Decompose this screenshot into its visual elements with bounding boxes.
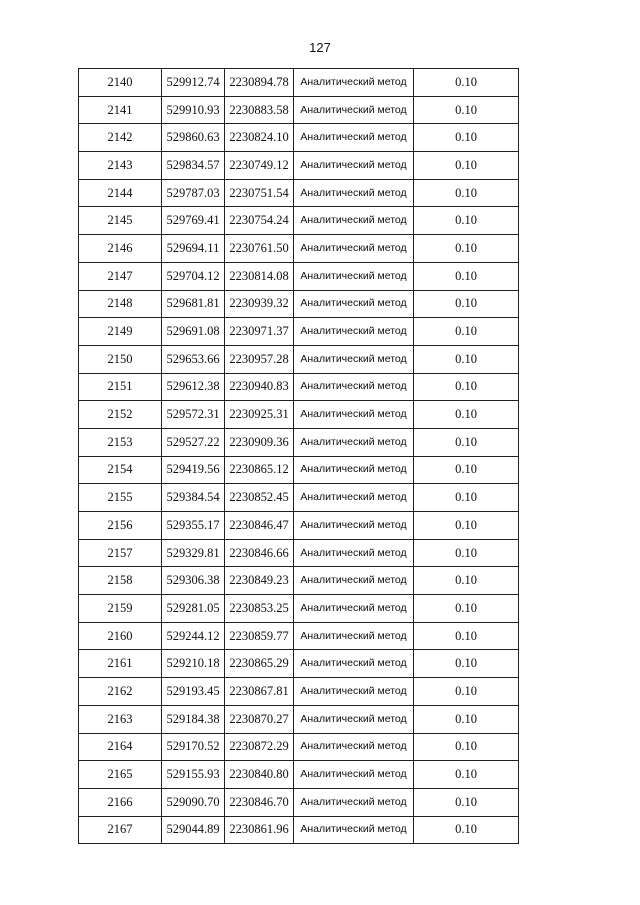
y-coordinate-cell: 2230846.47 [225, 512, 294, 540]
y-coordinate-cell: 2230867.81 [225, 678, 294, 706]
accuracy-cell: 0.10 [414, 650, 519, 678]
point-number-cell: 2154 [79, 456, 162, 484]
method-cell [294, 512, 414, 540]
y-coordinate-cell: 2230840.80 [225, 761, 294, 789]
y-coordinate-cell: 2230883.58 [225, 96, 294, 124]
method-text: Аналитический метод [300, 546, 407, 559]
point-number-cell: 2146 [79, 235, 162, 263]
method-cell [294, 69, 414, 97]
point-number-cell: 2166 [79, 788, 162, 816]
method-cell [294, 318, 414, 346]
table-row [79, 788, 519, 816]
x-coordinate-cell: 529704.12 [162, 262, 225, 290]
method-text: Аналитический метод [300, 684, 407, 697]
accuracy-cell: 0.10 [414, 152, 519, 180]
method-text: Аналитический метод [300, 463, 407, 476]
table-row [79, 761, 519, 789]
y-coordinate-cell: 2230909.36 [225, 428, 294, 456]
method-text: Аналитический метод [300, 214, 407, 227]
accuracy-cell: 0.10 [414, 262, 519, 290]
point-number-cell: 2141 [79, 96, 162, 124]
y-coordinate-cell: 2230846.66 [225, 539, 294, 567]
x-coordinate-cell: 529193.45 [162, 678, 225, 706]
accuracy-cell: 0.10 [414, 96, 519, 124]
coordinates-table [78, 68, 519, 844]
table-row [79, 567, 519, 595]
accuracy-cell: 0.10 [414, 705, 519, 733]
method-text: Аналитический метод [300, 574, 407, 587]
table-row [79, 345, 519, 373]
method-text: Аналитический метод [300, 629, 407, 642]
method-cell [294, 428, 414, 456]
table-row [79, 207, 519, 235]
method-cell [294, 705, 414, 733]
method-text: Аналитический метод [300, 823, 407, 836]
table-row [79, 595, 519, 623]
accuracy-cell: 0.10 [414, 179, 519, 207]
method-cell [294, 262, 414, 290]
point-number-cell: 2152 [79, 401, 162, 429]
method-text: Аналитический метод [300, 158, 407, 171]
y-coordinate-cell: 2230925.31 [225, 401, 294, 429]
method-text: Аналитический метод [300, 352, 407, 365]
y-coordinate-cell: 2230865.29 [225, 650, 294, 678]
method-cell [294, 733, 414, 761]
point-number-cell: 2150 [79, 345, 162, 373]
x-coordinate-cell: 529306.38 [162, 567, 225, 595]
point-number-cell: 2159 [79, 595, 162, 623]
coordinates-table-body [79, 69, 519, 844]
method-cell [294, 539, 414, 567]
point-number-cell: 2145 [79, 207, 162, 235]
y-coordinate-cell: 2230852.45 [225, 484, 294, 512]
point-number-cell: 2158 [79, 567, 162, 595]
y-coordinate-cell: 2230824.10 [225, 124, 294, 152]
table-row [79, 373, 519, 401]
accuracy-cell: 0.10 [414, 622, 519, 650]
y-coordinate-cell: 2230761.50 [225, 235, 294, 263]
point-number-cell: 2140 [79, 69, 162, 97]
y-coordinate-cell: 2230957.28 [225, 345, 294, 373]
accuracy-cell: 0.10 [414, 567, 519, 595]
x-coordinate-cell: 529769.41 [162, 207, 225, 235]
x-coordinate-cell: 529527.22 [162, 428, 225, 456]
y-coordinate-cell: 2230754.24 [225, 207, 294, 235]
method-cell [294, 788, 414, 816]
method-cell [294, 567, 414, 595]
method-cell [294, 96, 414, 124]
method-text: Аналитический метод [300, 325, 407, 338]
table-row [79, 428, 519, 456]
method-cell [294, 678, 414, 706]
point-number-cell: 2156 [79, 512, 162, 540]
x-coordinate-cell: 529691.08 [162, 318, 225, 346]
accuracy-cell: 0.10 [414, 124, 519, 152]
method-text: Аналитический метод [300, 601, 407, 614]
accuracy-cell: 0.10 [414, 373, 519, 401]
accuracy-cell: 0.10 [414, 401, 519, 429]
method-cell [294, 345, 414, 373]
x-coordinate-cell: 529910.93 [162, 96, 225, 124]
accuracy-cell: 0.10 [414, 512, 519, 540]
accuracy-cell: 0.10 [414, 678, 519, 706]
table-row [79, 96, 519, 124]
point-number-cell: 2151 [79, 373, 162, 401]
y-coordinate-cell: 2230846.70 [225, 788, 294, 816]
point-number-cell: 2144 [79, 179, 162, 207]
x-coordinate-cell: 529860.63 [162, 124, 225, 152]
point-number-cell: 2160 [79, 622, 162, 650]
y-coordinate-cell: 2230940.83 [225, 373, 294, 401]
accuracy-cell: 0.10 [414, 761, 519, 789]
method-text: Аналитический метод [300, 269, 407, 282]
accuracy-cell: 0.10 [414, 235, 519, 263]
y-coordinate-cell: 2230859.77 [225, 622, 294, 650]
accuracy-cell: 0.10 [414, 345, 519, 373]
method-text: Аналитический метод [300, 75, 407, 88]
method-cell [294, 235, 414, 263]
x-coordinate-cell: 529355.17 [162, 512, 225, 540]
x-coordinate-cell: 529210.18 [162, 650, 225, 678]
method-text: Аналитический метод [300, 657, 407, 670]
accuracy-cell: 0.10 [414, 733, 519, 761]
table-row [79, 69, 519, 97]
y-coordinate-cell: 2230865.12 [225, 456, 294, 484]
method-cell [294, 816, 414, 844]
point-number-cell: 2162 [79, 678, 162, 706]
table-row [79, 456, 519, 484]
x-coordinate-cell: 529384.54 [162, 484, 225, 512]
accuracy-cell: 0.10 [414, 207, 519, 235]
table-row [79, 124, 519, 152]
x-coordinate-cell: 529329.81 [162, 539, 225, 567]
method-cell [294, 456, 414, 484]
table-row [79, 318, 519, 346]
x-coordinate-cell: 529184.38 [162, 705, 225, 733]
x-coordinate-cell: 529694.11 [162, 235, 225, 263]
x-coordinate-cell: 529612.38 [162, 373, 225, 401]
table-row [79, 401, 519, 429]
method-text: Аналитический метод [300, 518, 407, 531]
accuracy-cell: 0.10 [414, 816, 519, 844]
x-coordinate-cell: 529653.66 [162, 345, 225, 373]
x-coordinate-cell: 529787.03 [162, 179, 225, 207]
x-coordinate-cell: 529244.12 [162, 622, 225, 650]
accuracy-cell: 0.10 [414, 595, 519, 623]
accuracy-cell: 0.10 [414, 69, 519, 97]
x-coordinate-cell: 529572.31 [162, 401, 225, 429]
point-number-cell: 2167 [79, 816, 162, 844]
point-number-cell: 2165 [79, 761, 162, 789]
method-text: Аналитический метод [300, 408, 407, 421]
method-cell [294, 622, 414, 650]
method-text: Аналитический метод [300, 740, 407, 753]
method-text: Аналитический метод [300, 768, 407, 781]
point-number-cell: 2147 [79, 262, 162, 290]
point-number-cell: 2164 [79, 733, 162, 761]
point-number-cell: 2155 [79, 484, 162, 512]
method-cell [294, 290, 414, 318]
point-number-cell: 2163 [79, 705, 162, 733]
point-number-cell: 2143 [79, 152, 162, 180]
method-cell [294, 401, 414, 429]
y-coordinate-cell: 2230939.32 [225, 290, 294, 318]
method-text: Аналитический метод [300, 241, 407, 254]
method-text: Аналитический метод [300, 103, 407, 116]
y-coordinate-cell: 2230849.23 [225, 567, 294, 595]
table-row [79, 733, 519, 761]
page-number: 127 [309, 40, 331, 55]
method-text: Аналитический метод [300, 435, 407, 448]
method-cell [294, 152, 414, 180]
table-row [79, 512, 519, 540]
method-text: Аналитический метод [300, 712, 407, 725]
method-cell [294, 761, 414, 789]
table-row [79, 179, 519, 207]
accuracy-cell: 0.10 [414, 539, 519, 567]
point-number-cell: 2161 [79, 650, 162, 678]
y-coordinate-cell: 2230971.37 [225, 318, 294, 346]
x-coordinate-cell: 529281.05 [162, 595, 225, 623]
x-coordinate-cell: 529170.52 [162, 733, 225, 761]
method-cell [294, 373, 414, 401]
table-row [79, 622, 519, 650]
method-cell [294, 484, 414, 512]
x-coordinate-cell: 529419.56 [162, 456, 225, 484]
method-text: Аналитический метод [300, 380, 407, 393]
table-row [79, 678, 519, 706]
y-coordinate-cell: 2230814.08 [225, 262, 294, 290]
y-coordinate-cell: 2230894.78 [225, 69, 294, 97]
x-coordinate-cell: 529681.81 [162, 290, 225, 318]
table-row [79, 262, 519, 290]
table-row [79, 539, 519, 567]
accuracy-cell: 0.10 [414, 428, 519, 456]
y-coordinate-cell: 2230870.27 [225, 705, 294, 733]
method-cell [294, 179, 414, 207]
y-coordinate-cell: 2230751.54 [225, 179, 294, 207]
method-cell [294, 595, 414, 623]
table-row [79, 816, 519, 844]
method-text: Аналитический метод [300, 795, 407, 808]
x-coordinate-cell: 529834.57 [162, 152, 225, 180]
method-cell [294, 207, 414, 235]
table-row [79, 705, 519, 733]
y-coordinate-cell: 2230853.25 [225, 595, 294, 623]
point-number-cell: 2148 [79, 290, 162, 318]
x-coordinate-cell: 529912.74 [162, 69, 225, 97]
y-coordinate-cell: 2230749.12 [225, 152, 294, 180]
point-number-cell: 2149 [79, 318, 162, 346]
method-cell [294, 124, 414, 152]
y-coordinate-cell: 2230872.29 [225, 733, 294, 761]
table-row [79, 152, 519, 180]
method-text: Аналитический метод [300, 131, 407, 144]
method-cell [294, 650, 414, 678]
method-text: Аналитический метод [300, 186, 407, 199]
y-coordinate-cell: 2230861.96 [225, 816, 294, 844]
table-row [79, 484, 519, 512]
point-number-cell: 2157 [79, 539, 162, 567]
table-row [79, 290, 519, 318]
accuracy-cell: 0.10 [414, 456, 519, 484]
x-coordinate-cell: 529090.70 [162, 788, 225, 816]
accuracy-cell: 0.10 [414, 290, 519, 318]
accuracy-cell: 0.10 [414, 484, 519, 512]
accuracy-cell: 0.10 [414, 788, 519, 816]
x-coordinate-cell: 529155.93 [162, 761, 225, 789]
point-number-cell: 2153 [79, 428, 162, 456]
x-coordinate-cell: 529044.89 [162, 816, 225, 844]
table-row [79, 650, 519, 678]
method-text: Аналитический метод [300, 491, 407, 504]
method-text: Аналитический метод [300, 297, 407, 310]
point-number-cell: 2142 [79, 124, 162, 152]
table-row [79, 235, 519, 263]
accuracy-cell: 0.10 [414, 318, 519, 346]
